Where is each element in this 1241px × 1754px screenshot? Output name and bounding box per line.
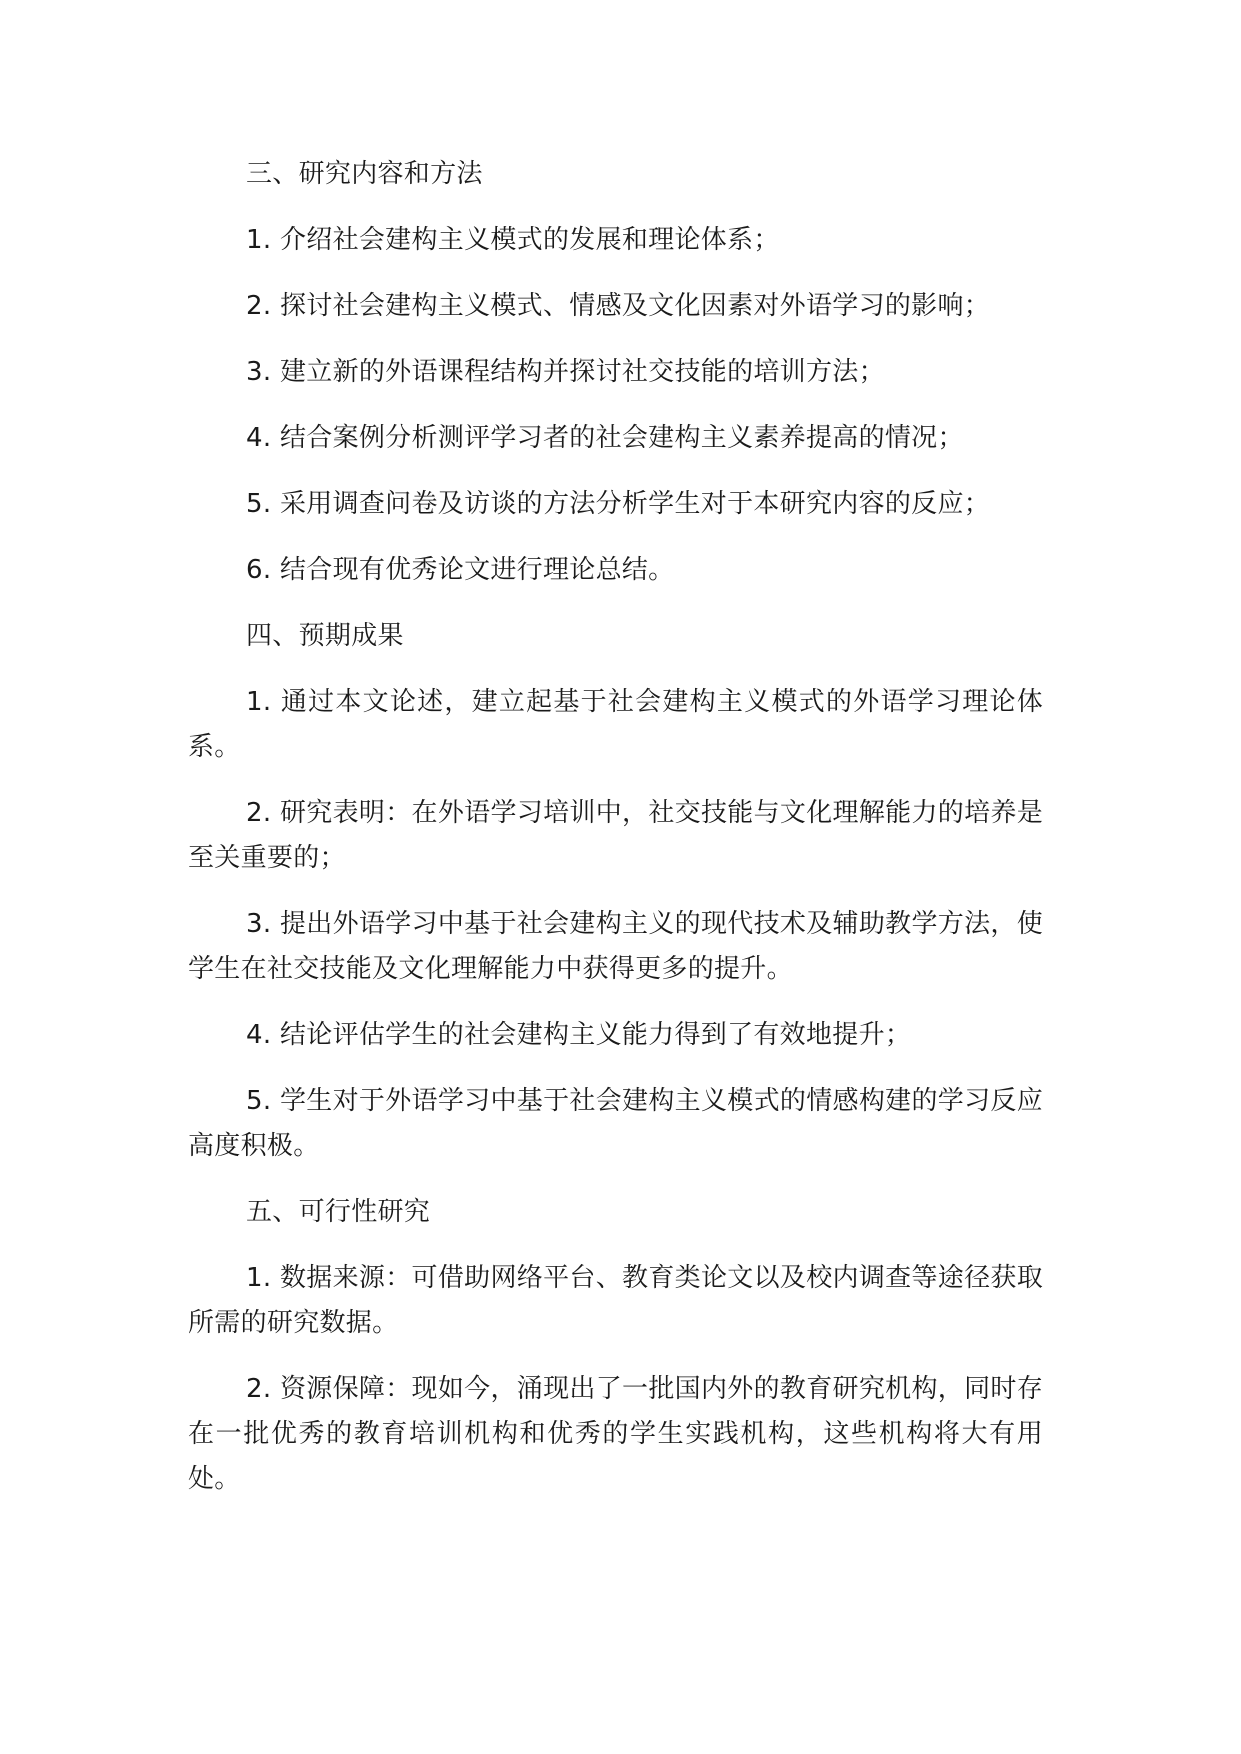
list-item: 1. 数据来源：可借助网络平台、教育类论文以及校内调查等途径获取所需的研究数据。: [188, 1263, 1043, 1338]
list-item: 4. 结论评估学生的社会建构主义能力得到了有效地提升；: [246, 1020, 912, 1050]
section-heading-feasibility: 五、可行性研究: [246, 1197, 431, 1227]
list-item: 5. 采用调查问卷及访谈的方法分析学生对于本研究内容的反应；: [246, 489, 991, 519]
section-heading-expected-results: 四、预期成果: [246, 621, 404, 651]
section-heading-research-content: 三、研究内容和方法: [246, 159, 483, 189]
list-item: 3. 建立新的外语课程结构并探讨社交技能的培训方法；: [246, 357, 885, 387]
list-item: 2. 资源保障：现如今，涌现出了一批国内外的教育研究机构，同时存在一批优秀的教育培训机构和优秀的学生实践机构，这些机构将大有用处。: [188, 1374, 1043, 1494]
list-item: 1. 通过本文论述，建立起基于社会建构主义模式的外语学习理论体系。: [188, 687, 1043, 762]
list-item: 6. 结合现有优秀论文进行理论总结。: [246, 555, 675, 585]
list-item: 5. 学生对于外语学习中基于社会建构主义模式的情感构建的学习反应高度积极。: [188, 1086, 1043, 1161]
list-item: 2. 探讨社会建构主义模式、情感及文化因素对外语学习的影响；: [246, 291, 991, 321]
list-item: 3. 提出外语学习中基于社会建构主义的现代技术及辅助教学方法，使学生在社交技能及文化理解能力中获得更多的提升。: [188, 909, 1043, 984]
document-body: [188, 152, 1043, 1523]
list-item: 2. 研究表明：在外语学习培训中，社交技能与文化理解能力的培养是至关重要的；: [188, 798, 1043, 873]
list-item: 1. 介绍社会建构主义模式的发展和理论体系；: [246, 225, 780, 255]
list-item: 4. 结合案例分析测评学习者的社会建构主义素养提高的情况；: [246, 423, 964, 453]
